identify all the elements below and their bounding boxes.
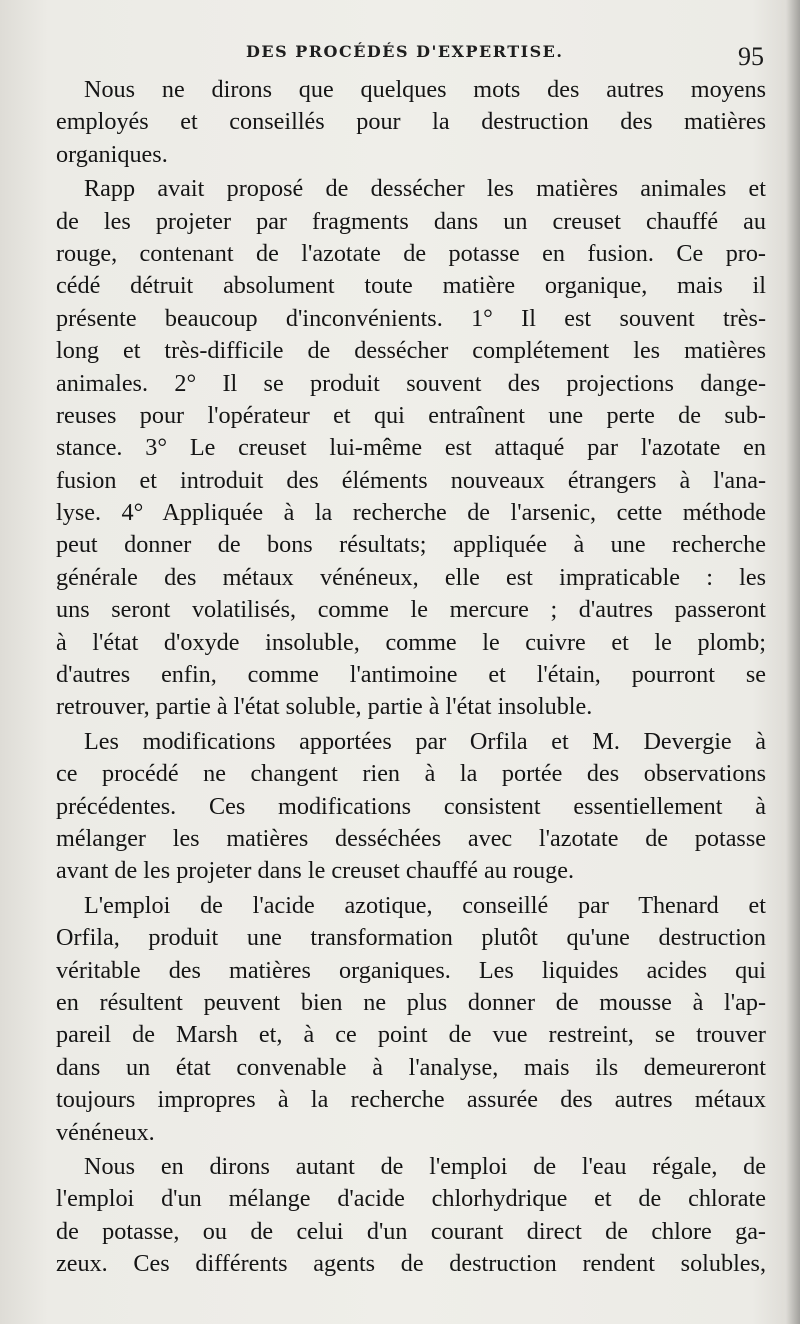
paragraph-3 xyxy=(56,726,766,888)
text-line: générale des métaux vénéneux, elle est impraticable : les xyxy=(56,563,766,591)
text-line: Nous ne dirons que quelques mots des autres moyens xyxy=(84,76,766,103)
text-line: précédentes. Ces modifications consistent essentiellement à xyxy=(56,792,766,820)
paragraph-4 xyxy=(56,890,766,1149)
text-line: ce procédé ne changent rien à la portée des observations xyxy=(56,760,766,788)
page-number: 95 xyxy=(738,42,764,71)
text-line: véritable des matières organiques. Les liquides acides qui xyxy=(56,956,766,984)
text-line: l'emploi d'un mélange d'acide chlorhydrique et de chlorate xyxy=(56,1185,766,1213)
text-line: en résultent peuvent bien ne plus donner de mousse à l'ap- xyxy=(56,988,766,1016)
text-line: à l'état d'oxyde insoluble, comme le cuivre et le plomb; xyxy=(56,628,766,656)
running-title: DES PROCÉDÉS D'EXPERTISE. xyxy=(246,42,564,61)
text-line: rouge, contenant de l'azotate de potasse en fusion. Ce pro- xyxy=(56,239,766,267)
text-line: stance. 3° Le creuset lui-même est attaqué par l'azotate en xyxy=(56,434,766,462)
text-line: zeux. Ces différents agents de destruction rendent solubles, xyxy=(56,1250,766,1278)
text-line: peut donner de bons résultats; appliquée à une recherche xyxy=(56,531,766,559)
text-line: de potasse, ou de celui d'un courant direct de chlore ga- xyxy=(56,1217,766,1245)
text-line: pareil de Marsh et, à ce point de vue restreint, se trouver xyxy=(56,1021,766,1049)
text-line: reuses pour l'opérateur et qui entraînent une perte de sub- xyxy=(56,401,766,429)
paragraph-5 xyxy=(56,1151,766,1281)
text-line: mélanger les matières desséchées avec l'azotate de potasse xyxy=(56,824,766,852)
text-line: L'emploi de l'acide azotique, conseillé par Thenard et xyxy=(84,891,766,919)
text-line: Rapp avait proposé de dessécher les matières animales et xyxy=(84,175,766,203)
text-line: uns seront volatilisés, comme le mercure ; d'autres passeront xyxy=(56,596,766,624)
page-edge-shadow xyxy=(786,0,800,1324)
text-line: Nous en dirons autant de l'emploi de l'eau régale, de xyxy=(84,1152,766,1180)
text-line: de les projeter par fragments dans un creuset chauffé au xyxy=(56,207,766,235)
text-line: d'autres enfin, comme l'antimoine et l'étain, pourront se xyxy=(56,661,766,689)
text-line: Les modifications apportées par Orfila et M. Devergie à xyxy=(84,727,766,755)
page-body xyxy=(56,74,766,1280)
text-line: organiques. xyxy=(56,140,168,168)
text-line: retrouver, partie à l'état soluble, partie à l'état insoluble. xyxy=(56,693,593,721)
text-line: Orfila, produit une transformation plutôt qu'une destruction xyxy=(56,924,766,952)
text-line: animales. 2° Il se produit souvent des projections dange- xyxy=(56,369,766,397)
text-line: présente beaucoup d'inconvénients. 1° Il est souvent très- xyxy=(56,304,766,332)
text-line: vénéneux. xyxy=(56,1118,155,1146)
text-line: lyse. 4° Appliquée à la recherche de l'arsenic, cette méthode xyxy=(56,499,766,527)
text-line: dans un état convenable à l'analyse, mais ils demeureront xyxy=(56,1053,766,1081)
text-line: toujours impropres à la recherche assurée des autres métaux xyxy=(56,1086,766,1114)
text-line: employés et conseillés pour la destruction des matières xyxy=(56,108,766,136)
paragraph-2 xyxy=(56,173,766,724)
paragraph-1 xyxy=(56,74,766,171)
text-line: long et très-difficile de dessécher complétement les matières xyxy=(56,337,766,365)
page-header xyxy=(60,38,766,78)
text-line: cédé détruit absolument toute matière organique, mais il xyxy=(56,272,766,300)
text-line: fusion et introduit des éléments nouveaux étrangers à l'ana- xyxy=(56,466,766,494)
text-line: avant de les projeter dans le creuset chauffé au rouge. xyxy=(56,857,574,885)
